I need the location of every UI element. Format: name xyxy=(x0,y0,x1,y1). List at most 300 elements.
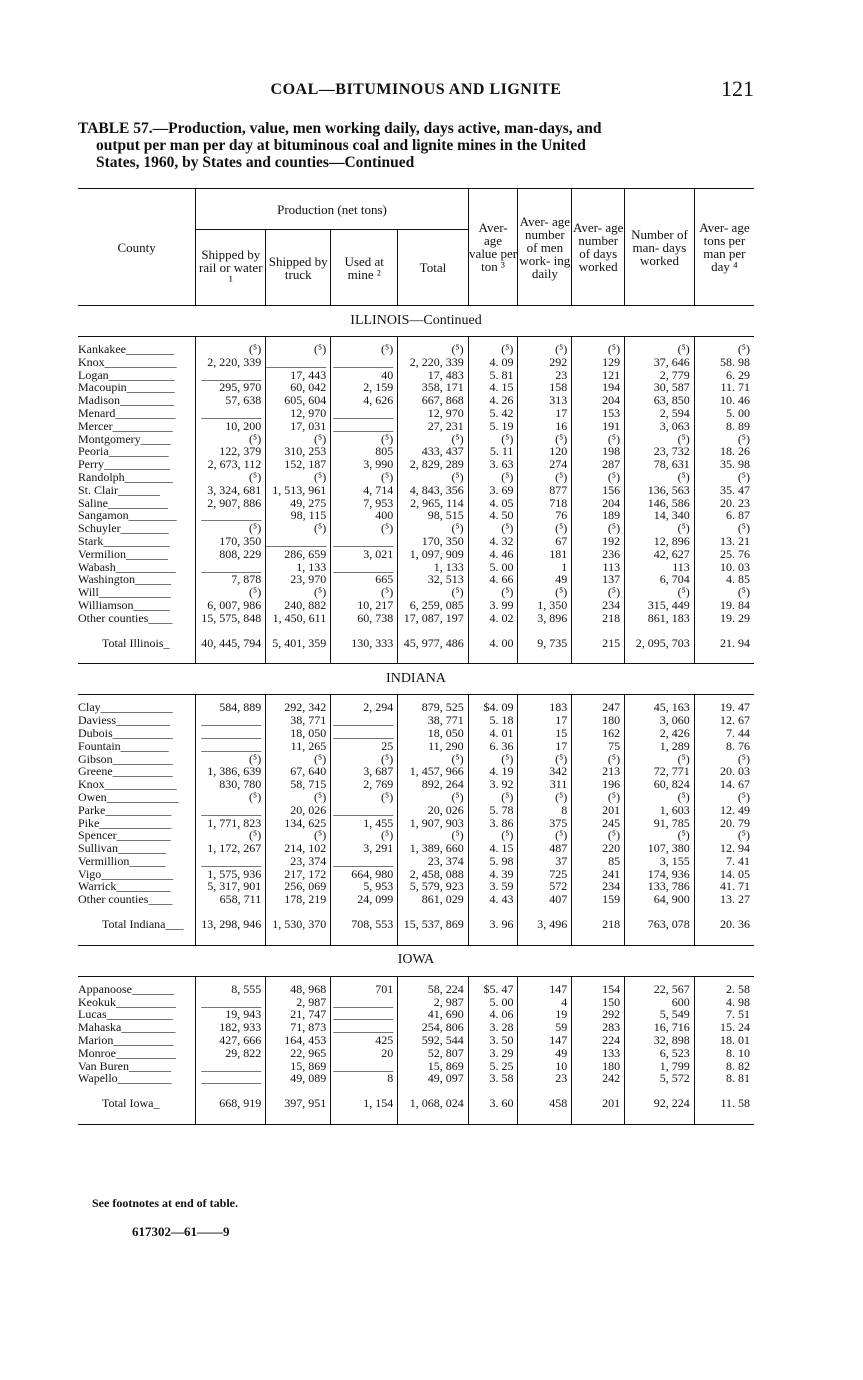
county-cell: Sullivan________ xyxy=(78,841,167,856)
county-cell: Sangamon________ xyxy=(78,508,177,523)
value-cell: 6. 36 xyxy=(468,740,518,753)
value-cell: 5, 317, 901 xyxy=(196,880,266,893)
value-cell: 17, 443 xyxy=(266,369,331,382)
value-cell: 12. 67 xyxy=(694,714,754,727)
value-cell: 2, 294 xyxy=(331,701,398,714)
county-cell: Saline__________ xyxy=(78,495,168,510)
value-cell: 6. 87 xyxy=(694,509,754,522)
value-cell: 7. 51 xyxy=(694,1008,754,1021)
value-cell: 5. 00 xyxy=(468,561,518,574)
table-row xyxy=(78,1072,754,1085)
value-cell: 240, 882 xyxy=(266,599,331,612)
value-cell: (⁵) xyxy=(518,433,572,446)
total-value: 13, 298, 946 xyxy=(196,912,266,945)
value-cell: 3, 324, 681 xyxy=(196,484,266,497)
total-value: 11. 58 xyxy=(694,1091,754,1124)
value-cell: 830, 780 xyxy=(196,778,266,791)
value-cell: 156 xyxy=(572,484,625,497)
value-cell: 6. 29 xyxy=(694,369,754,382)
total-value: 1, 154 xyxy=(331,1091,398,1124)
value-cell: 2, 673, 112 xyxy=(196,458,266,471)
county-cell: Schuyler________ xyxy=(78,521,169,536)
value-cell: 113 xyxy=(625,561,695,574)
value-cell: 49, 275 xyxy=(266,497,331,510)
value-cell: 879, 525 xyxy=(398,701,468,714)
value-cell: 15. 24 xyxy=(694,1021,754,1034)
county-cell: Macoupin________ xyxy=(78,380,175,395)
value-cell: 1, 350 xyxy=(518,599,572,612)
value-cell: 8. 10 xyxy=(694,1047,754,1060)
value-cell: 1, 603 xyxy=(625,804,695,817)
county-cell: Vigo____________ xyxy=(78,866,174,881)
value-cell: 71, 873 xyxy=(266,1021,331,1034)
value-cell: 23, 374 xyxy=(398,855,468,868)
value-cell: 2, 220, 339 xyxy=(196,356,266,369)
value-cell: __________ xyxy=(196,855,266,868)
value-cell: (⁵) xyxy=(518,343,572,356)
footnote-reference: See footnotes at end of table. xyxy=(92,1196,238,1210)
table-row xyxy=(78,765,754,778)
value-cell: 15, 869 xyxy=(398,1060,468,1073)
value-cell: 4, 714 xyxy=(331,484,398,497)
value-cell: (⁵) xyxy=(331,433,398,446)
value-cell: (⁵) xyxy=(196,471,266,484)
value-cell: 23 xyxy=(518,1072,572,1085)
value-cell: 342 xyxy=(518,765,572,778)
value-cell: 22, 567 xyxy=(625,983,695,996)
value-cell: 8 xyxy=(331,1072,398,1085)
value-cell: 5. 11 xyxy=(468,445,518,458)
county-cell: Mercer__________ xyxy=(78,418,173,433)
value-cell: 805 xyxy=(331,445,398,458)
value-cell: 16 xyxy=(518,420,572,433)
value-cell: 7. 41 xyxy=(694,855,754,868)
value-cell: (⁵) xyxy=(625,343,695,356)
value-cell: 40 xyxy=(331,369,398,382)
section-heading: INDIANA xyxy=(386,670,446,686)
value-cell: 358, 171 xyxy=(398,381,468,394)
value-cell: 427, 666 xyxy=(196,1034,266,1047)
value-cell: 17 xyxy=(518,714,572,727)
value-cell: 37, 646 xyxy=(625,356,695,369)
table-row xyxy=(78,509,754,522)
value-cell: (⁵) xyxy=(398,791,468,804)
value-cell: 8. 76 xyxy=(694,740,754,753)
value-cell: 35. 47 xyxy=(694,484,754,497)
value-cell: __________ xyxy=(331,804,398,817)
table-row xyxy=(78,433,754,446)
value-cell: 182, 933 xyxy=(196,1021,266,1034)
value-cell: 58, 715 xyxy=(266,778,331,791)
value-cell: 13. 21 xyxy=(694,535,754,548)
value-cell: 170, 350 xyxy=(398,535,468,548)
value-cell: (⁵) xyxy=(518,471,572,484)
header-shipped-truck: Shipped by truck xyxy=(266,230,331,306)
value-cell: 5, 572 xyxy=(625,1072,695,1085)
value-cell: 29, 822 xyxy=(196,1047,266,1060)
section-heading-row xyxy=(78,664,754,695)
table-row xyxy=(78,497,754,510)
value-cell: 7, 878 xyxy=(196,573,266,586)
value-cell: 8, 555 xyxy=(196,983,266,996)
value-cell: 4. 50 xyxy=(468,509,518,522)
value-cell: 701 xyxy=(331,983,398,996)
value-cell: 6, 007, 986 xyxy=(196,599,266,612)
total-value: 1, 068, 024 xyxy=(398,1091,468,1124)
value-cell: 19 xyxy=(518,1008,572,1021)
value-cell: 38, 771 xyxy=(266,714,331,727)
value-cell: (⁵) xyxy=(196,829,266,842)
value-cell: 58. 98 xyxy=(694,356,754,369)
value-cell: 487 xyxy=(518,842,572,855)
county-cell: Greene__________ xyxy=(78,764,173,779)
value-cell: (⁵) xyxy=(625,829,695,842)
value-cell: 3, 060 xyxy=(625,714,695,727)
value-cell: (⁵) xyxy=(266,433,331,446)
value-cell: 220 xyxy=(572,842,625,855)
value-cell: (⁵) xyxy=(572,343,625,356)
value-cell: 16, 716 xyxy=(625,1021,695,1034)
value-cell: 3. 28 xyxy=(468,1021,518,1034)
value-cell: (⁵) xyxy=(572,791,625,804)
value-cell: 24, 099 xyxy=(331,893,398,906)
value-cell: 41, 690 xyxy=(398,1008,468,1021)
total-value: 3. 96 xyxy=(468,912,518,945)
value-cell: 4, 843, 356 xyxy=(398,484,468,497)
value-cell: (⁵) xyxy=(694,829,754,842)
table-row xyxy=(78,522,754,535)
value-cell: 45, 163 xyxy=(625,701,695,714)
value-cell: 605, 604 xyxy=(266,394,331,407)
table-row xyxy=(78,740,754,753)
caption-line-1: TABLE 57.—Production, value, men working daily, days active, man-days, and xyxy=(78,120,602,137)
value-cell: 122, 379 xyxy=(196,445,266,458)
total-value: 1, 530, 370 xyxy=(266,912,331,945)
value-cell: (⁵) xyxy=(468,829,518,842)
table-row xyxy=(78,842,754,855)
value-cell: (⁵) xyxy=(266,829,331,842)
total-value: 763, 078 xyxy=(625,912,695,945)
value-cell: 18, 050 xyxy=(398,727,468,740)
total-value: 3. 60 xyxy=(468,1091,518,1124)
county-cell: Vermillion______ xyxy=(78,853,166,868)
value-cell: 20 xyxy=(331,1047,398,1060)
value-cell: 181 xyxy=(518,548,572,561)
value-cell: (⁵) xyxy=(694,753,754,766)
value-cell: 4. 66 xyxy=(468,573,518,586)
total-value: 218 xyxy=(572,912,625,945)
production-table xyxy=(78,188,754,1125)
value-cell: 19. 47 xyxy=(694,701,754,714)
value-cell: 107, 380 xyxy=(625,842,695,855)
value-cell: 4. 15 xyxy=(468,381,518,394)
county-cell: Dubois__________ xyxy=(78,725,173,740)
value-cell: 20. 03 xyxy=(694,765,754,778)
county-cell: Washington______ xyxy=(78,572,172,587)
table-row xyxy=(78,369,754,382)
table-row xyxy=(78,356,754,369)
value-cell: (⁵) xyxy=(468,433,518,446)
caption-line-3: States, 1960, by States and counties—Continued xyxy=(96,154,415,171)
value-cell: 4. 39 xyxy=(468,868,518,881)
value-cell: 4. 06 xyxy=(468,1008,518,1021)
value-cell: 2, 220, 339 xyxy=(398,356,468,369)
value-cell: 1, 513, 961 xyxy=(266,484,331,497)
value-cell: 4. 09 xyxy=(468,356,518,369)
table-row xyxy=(78,701,754,714)
value-cell: 136, 563 xyxy=(625,484,695,497)
value-cell: (⁵) xyxy=(625,586,695,599)
value-cell: 174, 936 xyxy=(625,868,695,881)
value-cell: 49, 089 xyxy=(266,1072,331,1085)
total-value: 397, 951 xyxy=(266,1091,331,1124)
county-cell: Vermilion_______ xyxy=(78,546,168,561)
total-value: 15, 537, 869 xyxy=(398,912,468,945)
value-cell: __________ xyxy=(331,1060,398,1073)
value-cell: 5. 00 xyxy=(468,996,518,1009)
value-cell: 1, 575, 936 xyxy=(196,868,266,881)
value-cell: 38, 771 xyxy=(398,714,468,727)
value-cell: (⁵) xyxy=(625,753,695,766)
value-cell: 295, 970 xyxy=(196,381,266,394)
county-cell: Perry___________ xyxy=(78,457,170,472)
value-cell: 158 xyxy=(518,381,572,394)
value-cell: 667, 868 xyxy=(398,394,468,407)
value-cell: 892, 264 xyxy=(398,778,468,791)
value-cell: 72, 771 xyxy=(625,765,695,778)
value-cell: __________ xyxy=(331,535,398,548)
value-cell: 204 xyxy=(572,497,625,510)
value-cell: 1, 771, 823 xyxy=(196,817,266,830)
value-cell: 5. 42 xyxy=(468,407,518,420)
value-cell: 20, 026 xyxy=(398,804,468,817)
value-cell: 407 xyxy=(518,893,572,906)
value-cell: 48, 968 xyxy=(266,983,331,996)
value-cell: 15 xyxy=(518,727,572,740)
value-cell: 286, 659 xyxy=(266,548,331,561)
table-bottom-rule xyxy=(78,1125,754,1126)
table-row xyxy=(78,343,754,356)
table-row xyxy=(78,612,754,625)
value-cell: 2, 987 xyxy=(398,996,468,1009)
value-cell: 1, 457, 966 xyxy=(398,765,468,778)
value-cell: 98, 115 xyxy=(266,509,331,522)
value-cell: 2, 907, 886 xyxy=(196,497,266,510)
value-cell: 315, 449 xyxy=(625,599,695,612)
value-cell: 133 xyxy=(572,1047,625,1060)
table-row xyxy=(78,471,754,484)
header-shipped-rail: Shipped by rail or water ¹ xyxy=(196,230,266,306)
value-cell: 4. 02 xyxy=(468,612,518,625)
value-cell: __________ xyxy=(196,1072,266,1085)
county-cell: Spencer_________ xyxy=(78,828,171,843)
value-cell: 14. 05 xyxy=(694,868,754,881)
value-cell: 23, 970 xyxy=(266,573,331,586)
total-value: 9, 735 xyxy=(518,631,572,664)
value-cell: 5, 549 xyxy=(625,1008,695,1021)
county-cell: Will____________ xyxy=(78,585,171,600)
value-cell: 217, 172 xyxy=(266,868,331,881)
value-cell: __________ xyxy=(331,855,398,868)
total-value: 458 xyxy=(518,1091,572,1124)
value-cell: 196 xyxy=(572,778,625,791)
total-value: 92, 224 xyxy=(625,1091,695,1124)
value-cell: 5. 00 xyxy=(694,407,754,420)
value-cell: (⁵) xyxy=(331,522,398,535)
value-cell: 861, 029 xyxy=(398,893,468,906)
value-cell: 18. 01 xyxy=(694,1034,754,1047)
value-cell: 4. 05 xyxy=(468,497,518,510)
value-cell: (⁵) xyxy=(572,586,625,599)
value-cell: 214, 102 xyxy=(266,842,331,855)
section-heading-row xyxy=(78,946,754,977)
value-cell: 133, 786 xyxy=(625,880,695,893)
value-cell: __________ xyxy=(266,535,331,548)
value-cell: 224 xyxy=(572,1034,625,1047)
county-cell: Appanoose_______ xyxy=(78,981,174,996)
value-cell: (⁵) xyxy=(625,471,695,484)
county-cell: Randolph________ xyxy=(78,469,173,484)
value-cell: 10 xyxy=(518,1060,572,1073)
table-row xyxy=(78,778,754,791)
value-cell: 12, 970 xyxy=(398,407,468,420)
total-label: Total Illinois_ xyxy=(102,635,170,650)
table-row xyxy=(78,535,754,548)
value-cell: 15, 869 xyxy=(266,1060,331,1073)
value-cell: 3, 687 xyxy=(331,765,398,778)
table-row xyxy=(78,484,754,497)
value-cell: 2, 829, 289 xyxy=(398,458,468,471)
value-cell: 425 xyxy=(331,1034,398,1047)
table-row xyxy=(78,791,754,804)
total-row xyxy=(78,631,754,664)
value-cell: 59 xyxy=(518,1021,572,1034)
total-value: 21. 94 xyxy=(694,631,754,664)
value-cell: 49, 097 xyxy=(398,1072,468,1085)
value-cell: (⁵) xyxy=(196,433,266,446)
table-row xyxy=(78,458,754,471)
value-cell: (⁵) xyxy=(625,433,695,446)
value-cell: 5. 98 xyxy=(468,855,518,868)
value-cell: (⁵) xyxy=(331,343,398,356)
value-cell: 4. 98 xyxy=(694,996,754,1009)
value-cell: 3. 99 xyxy=(468,599,518,612)
county-cell: Fountain________ xyxy=(78,738,169,753)
value-cell: 25. 76 xyxy=(694,548,754,561)
value-cell: 153 xyxy=(572,407,625,420)
value-cell: (⁵) xyxy=(625,791,695,804)
value-cell: (⁵) xyxy=(572,753,625,766)
value-cell: 32, 513 xyxy=(398,573,468,586)
value-cell: 22, 965 xyxy=(266,1047,331,1060)
value-cell: __________ xyxy=(196,561,266,574)
value-cell: 274 xyxy=(518,458,572,471)
value-cell: (⁵) xyxy=(196,522,266,535)
value-cell: 180 xyxy=(572,1060,625,1073)
value-cell: 665 xyxy=(331,573,398,586)
value-cell: 27, 231 xyxy=(398,420,468,433)
value-cell: (⁵) xyxy=(398,586,468,599)
total-value: 668, 919 xyxy=(196,1091,266,1124)
value-cell: 178, 219 xyxy=(266,893,331,906)
value-cell: 877 xyxy=(518,484,572,497)
county-cell: Stark___________ xyxy=(78,533,170,548)
value-cell: __________ xyxy=(196,714,266,727)
value-cell: (⁵) xyxy=(694,433,754,446)
county-cell: Kankakee________ xyxy=(78,342,174,356)
value-cell: (⁵) xyxy=(468,753,518,766)
value-cell: (⁵) xyxy=(625,522,695,535)
table-body xyxy=(78,306,754,1126)
value-cell: 41. 71 xyxy=(694,880,754,893)
value-cell: 201 xyxy=(572,804,625,817)
value-cell: 254, 806 xyxy=(398,1021,468,1034)
value-cell: 6, 259, 085 xyxy=(398,599,468,612)
value-cell: 17, 087, 197 xyxy=(398,612,468,625)
running-head xyxy=(78,76,754,104)
value-cell: 3. 69 xyxy=(468,484,518,497)
value-cell: (⁵) xyxy=(468,343,518,356)
value-cell: (⁵) xyxy=(572,829,625,842)
value-cell: 11. 71 xyxy=(694,381,754,394)
header-avg-days: Aver- age number of days worked xyxy=(572,189,625,306)
value-cell: 60, 824 xyxy=(625,778,695,791)
value-cell: 1, 133 xyxy=(266,561,331,574)
county-cell: St. Clair_______ xyxy=(78,482,161,497)
total-value: 3, 496 xyxy=(518,912,572,945)
value-cell: 375 xyxy=(518,817,572,830)
value-cell: 180 xyxy=(572,714,625,727)
value-cell: 20. 79 xyxy=(694,817,754,830)
table-row xyxy=(78,817,754,830)
value-cell: 3. 29 xyxy=(468,1047,518,1060)
value-cell: 75 xyxy=(572,740,625,753)
value-cell: 60, 042 xyxy=(266,381,331,394)
value-cell: (⁵) xyxy=(398,433,468,446)
value-cell: 67, 640 xyxy=(266,765,331,778)
value-cell: (⁵) xyxy=(468,471,518,484)
value-cell: (⁵) xyxy=(468,522,518,535)
county-cell: Daviess_________ xyxy=(78,713,170,728)
value-cell: 592, 544 xyxy=(398,1034,468,1047)
value-cell: 12, 896 xyxy=(625,535,695,548)
value-cell: __________ xyxy=(331,1021,398,1034)
value-cell: 17 xyxy=(518,740,572,753)
value-cell: 8. 81 xyxy=(694,1072,754,1085)
header-man-days: Number of man- days worked xyxy=(625,189,695,306)
value-cell: 3. 50 xyxy=(468,1034,518,1047)
table-row xyxy=(78,381,754,394)
value-cell: 572 xyxy=(518,880,572,893)
section-heading: ILLINOIS—Continued xyxy=(350,312,482,328)
value-cell: (⁵) xyxy=(694,586,754,599)
header-production: Production (net tons) xyxy=(196,189,468,230)
value-cell: (⁵) xyxy=(196,753,266,766)
value-cell: 283 xyxy=(572,1021,625,1034)
value-cell: 30, 587 xyxy=(625,381,695,394)
value-cell: $4. 09 xyxy=(468,701,518,714)
total-value: 45, 977, 486 xyxy=(398,631,468,664)
total-label: Total Iowa_ xyxy=(102,1096,160,1111)
value-cell: 8 xyxy=(518,804,572,817)
value-cell: 3. 59 xyxy=(468,880,518,893)
page-number: 121 xyxy=(721,76,754,101)
value-cell: 25 xyxy=(331,740,398,753)
county-cell: Peoria__________ xyxy=(78,444,169,459)
value-cell: 23, 732 xyxy=(625,445,695,458)
county-cell: Montgomery_____ xyxy=(78,431,171,446)
value-cell: 8. 82 xyxy=(694,1060,754,1073)
